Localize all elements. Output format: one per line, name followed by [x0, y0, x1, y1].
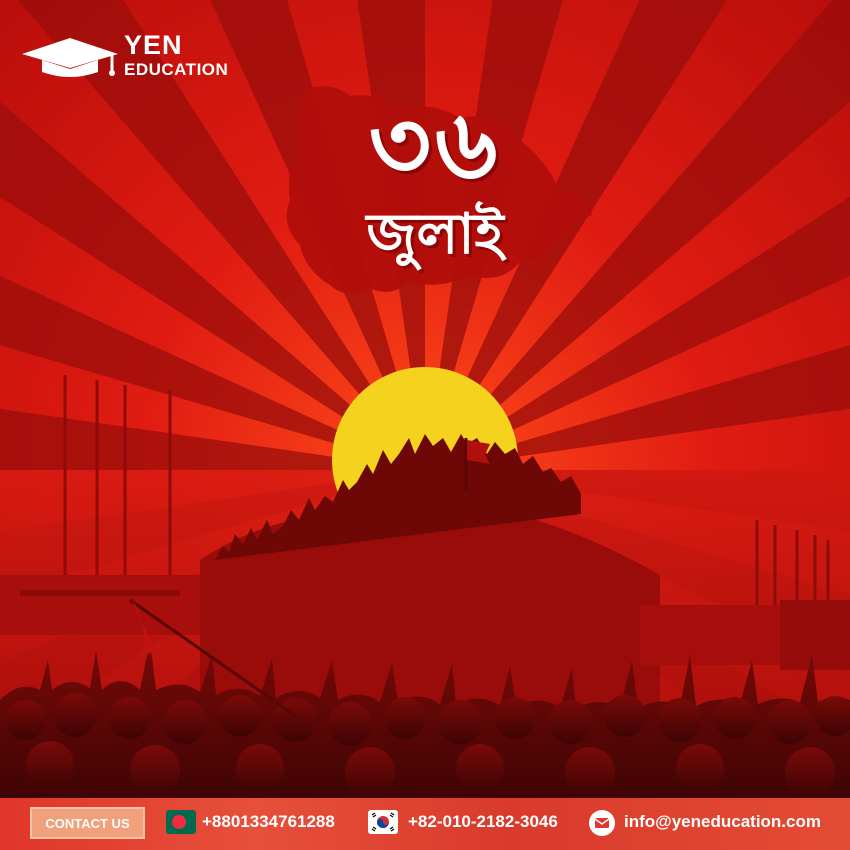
bangladesh-flag-icon: [166, 810, 196, 834]
contact-us-button[interactable]: CONTACT US: [30, 807, 145, 839]
date-number: ৩৬: [368, 89, 502, 201]
south-korea-flag-icon: [368, 810, 398, 834]
brand-subtitle: EDUCATION: [124, 60, 229, 79]
bd-phone[interactable]: +8801334761288: [202, 812, 335, 831]
graduation-cap-icon: [20, 32, 120, 78]
envelope-icon: [588, 809, 616, 837]
footer-bar: [0, 798, 850, 850]
brand-name: YEN: [124, 30, 183, 60]
building-left: [0, 575, 200, 635]
kr-phone[interactable]: +82-010-2182-3046: [408, 812, 558, 831]
headline: [300, 80, 590, 290]
month-name: জুলাই: [366, 202, 504, 267]
brand-logo[interactable]: [20, 30, 250, 80]
email-address[interactable]: info@yeneducation.com: [624, 812, 821, 831]
